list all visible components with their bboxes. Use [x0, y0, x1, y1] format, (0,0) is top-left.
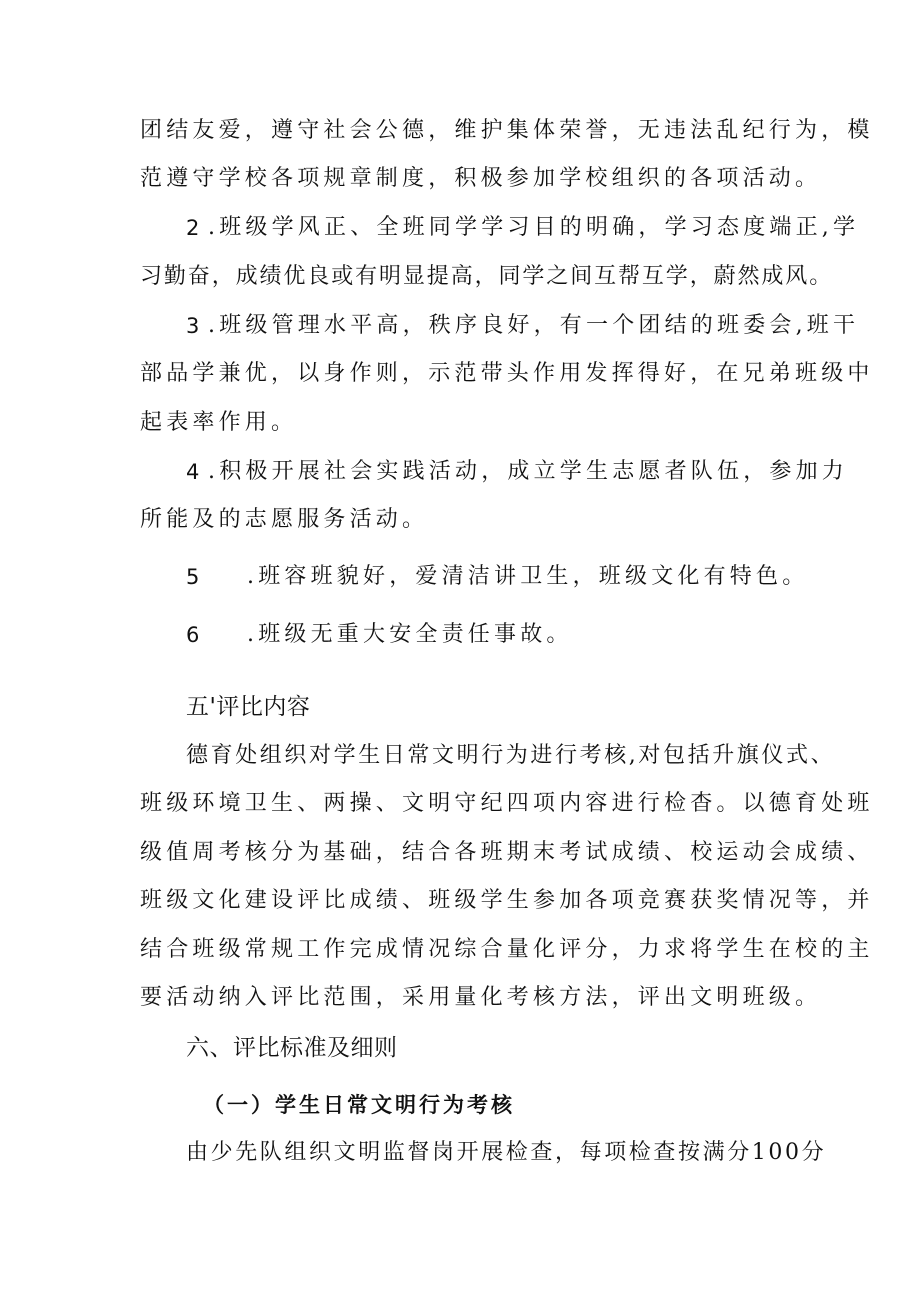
section5-para-line6: 要活动纳入评比范围，采用量化考核方法，评出文明班级。 — [140, 985, 822, 1010]
item2-number: 2 — [186, 216, 200, 240]
item4-line2: 所能及的志愿服务活动。 — [140, 507, 429, 532]
section6-para-line1: 由少先队组织文明监督岗开展检查，每项检查按满分100分 — [186, 1140, 827, 1165]
item1-line2: 范遵守学校各项规章制度，积极参加学校组织的各项活动。 — [140, 166, 822, 191]
section5-para-line4: 班级文化建设评比成绩、班级学生参加各项竞赛获奖情况等，并 — [140, 888, 874, 913]
item6-line1: .班级无重大安全责任事故。 — [247, 622, 573, 647]
section5-para-line3: 级值周考核分为基础，结合各班期末考试成绩、校运动会成绩、 — [140, 840, 874, 865]
section5-para-line2: 班级环境卫生、两操、文明守纪四项内容进行检杳。以德育处班 — [140, 791, 874, 816]
item6-number: 6 — [186, 623, 200, 647]
item4-line1: .积极开展社会实践活动，成立学生志愿者队伍，参加力 — [208, 459, 848, 484]
section6-subheading: （一）学生日常文明行为考核 — [203, 1093, 515, 1117]
item3-line2: 部品学兼优，以身作则，示范带头作用发挥得好，在兄弟班级中 — [140, 361, 874, 386]
item2-line2: 习勤奋，成绩优良或有明显提高，同学之间互帮互学，蔚然成风。 — [140, 264, 834, 289]
section5-heading: 五'评比内容 — [186, 694, 311, 720]
section6-heading: 六、评比标准及细则 — [186, 1035, 398, 1061]
item5-line1: .班容班貌好，爱清洁讲卫生，班级文化有特色。 — [247, 564, 809, 589]
item4-number: 4 — [186, 460, 200, 484]
section5-para-line5: 结合班级常规工作完成情况综合量化评分，力求将学生在校的主 — [140, 937, 874, 962]
item3-line3: 起表率作用。 — [140, 410, 298, 435]
item1-line1: 团结友爱，遵守社会公德，维护集体荣誉，无违法乱纪行为，模 — [140, 118, 874, 143]
item3-number: 3 — [186, 314, 200, 338]
item2-line1: .班级学风正、全班同学学习目的明确，学习态度端正,学 — [208, 215, 860, 240]
item3-line1: .班级管理水平高，秩序良好，有一个团结的班委会,班干 — [208, 313, 860, 338]
item5-number: 5 — [186, 565, 200, 589]
section5-para-line1: 德育处组织对学生日常文明行为进行考核,对包括升旗仪式、 — [186, 743, 836, 768]
